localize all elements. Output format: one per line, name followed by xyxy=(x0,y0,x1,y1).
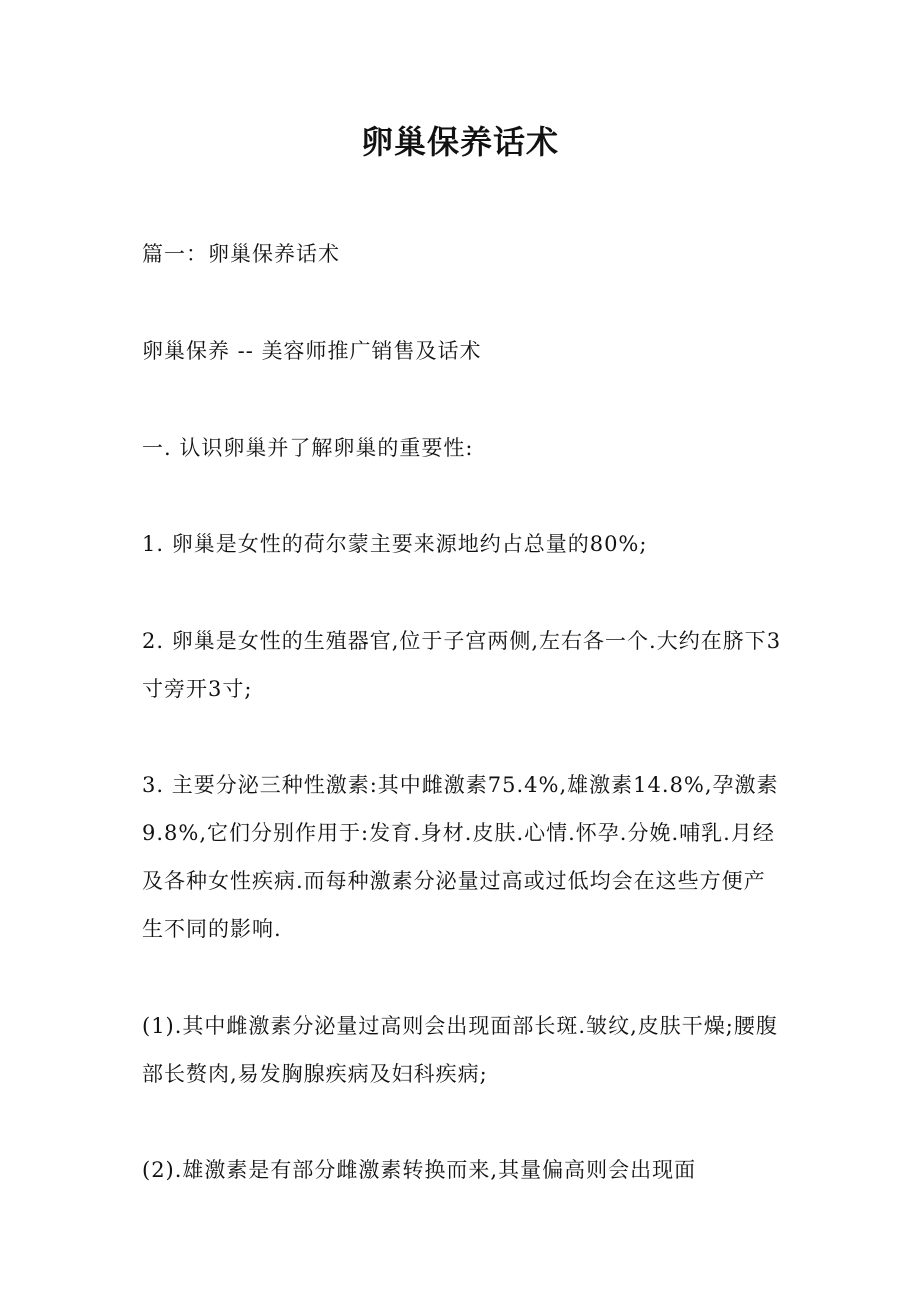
paragraph-item-1: 1. 卵巢是女性的荷尔蒙主要来源地约占总量的80%; xyxy=(142,532,648,556)
paragraph-subtitle: 卵巢保养 -- 美容师推广销售及话术 xyxy=(142,339,482,363)
paragraph-subitem-1: (1).其中雌激素分泌量过高则会出现面部长斑.皱纹,皮肤干燥;腰腹部长赘肉,易发胸腺疾病及妇科疾病; xyxy=(142,1014,778,1086)
paragraph-item-2: 2. 卵巢是女性的生殖器官,位于子宫两侧,左右各一个.大约在脐下3寸旁开3寸; xyxy=(142,629,782,701)
paragraph-section-heading: 篇一：卵巢保养话术 xyxy=(142,242,340,266)
document-title: 卵巢保养话术 xyxy=(360,123,559,161)
paragraph-item-3: 3. 主要分泌三种性激素:其中雌激素75.4%,雄激素14.8%,孕激素9.8%,它们分别作用于:发育.身材.皮肤.心情.怀孕.分娩.哺乳.月经及各种女性疾病.而每种激素分泌量过高或过低均会在这些方便产生不同的影响. xyxy=(142,773,779,941)
paragraph-point-heading: 一. 认识卵巢并了解卵巢的重要性: xyxy=(142,436,474,460)
paragraph-subitem-2: (2).雄激素是有部分雌激素转换而来,其量偏高则会出现面 xyxy=(142,1158,697,1182)
